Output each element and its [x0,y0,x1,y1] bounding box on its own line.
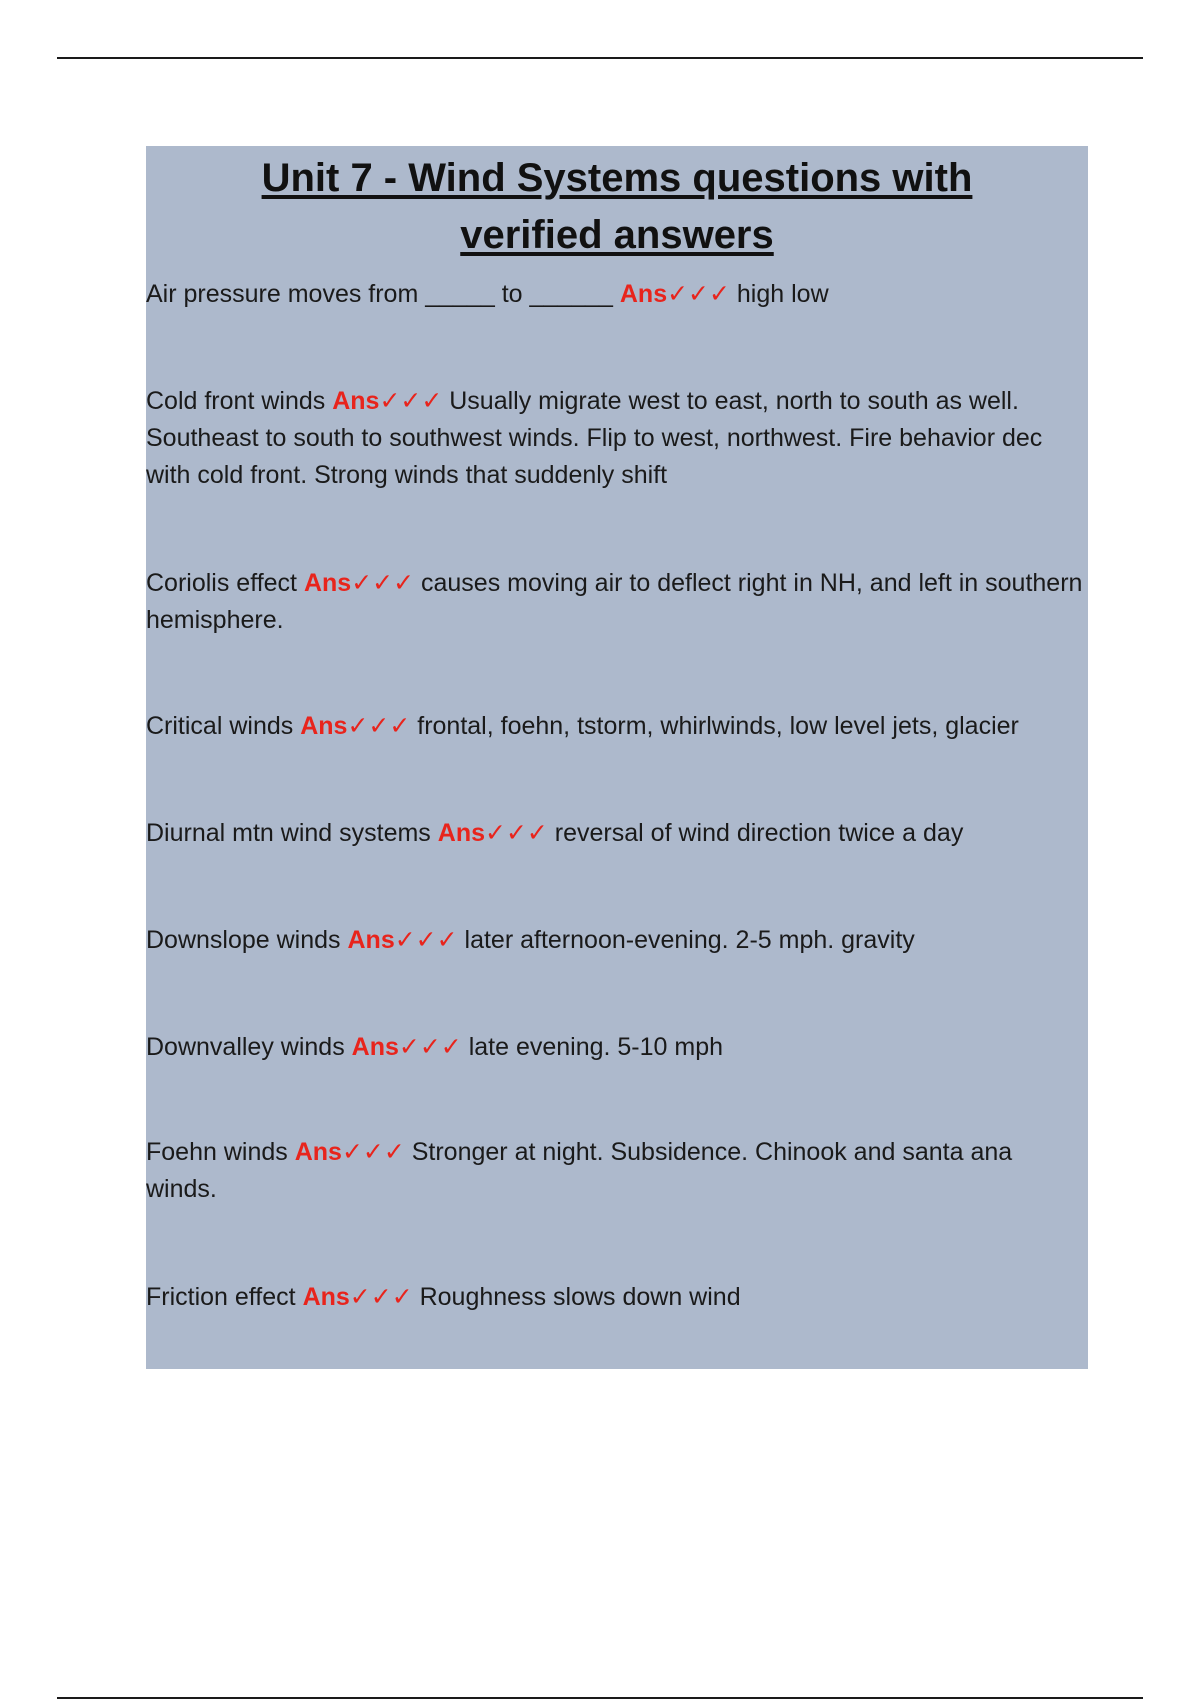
question-text: Air pressure moves from _____ to ______ [146,280,613,308]
answer-text: frontal, foehn, tstorm, whirlwinds, low level jets, glacier [417,712,1019,740]
check-mark-icon: ✓✓✓ [667,280,730,308]
check-mark-icon: ✓✓✓ [394,926,458,954]
check-mark-icon: ✓✓✓ [349,1283,413,1311]
check-mark-icon: ✓✓✓ [347,712,411,740]
qa-item [146,708,1088,745]
question-text: Downslope winds [146,926,341,954]
check-mark-icon: ✓✓✓ [379,387,443,415]
question-text: Critical winds [146,712,294,740]
answer-text: Stronger at night. Subsidence. Chinook and santa ana winds. [146,1138,1013,1203]
qa-item [146,276,1088,313]
check-mark-icon: ✓✓✓ [485,819,548,847]
ans-label: Ans [302,1283,350,1311]
ans-label: Ans [303,569,352,597]
question-text: Friction effect [146,1283,296,1311]
qa-item [146,565,1088,639]
page-title: Unit 7 - Wind Systems questions with verified answers [261,156,973,257]
qa-item [146,1029,1088,1066]
answer-text: Roughness slows down wind [419,1283,741,1311]
check-mark-icon: ✓✓✓ [341,1138,405,1166]
ans-label: Ans [347,926,395,954]
question-text: Cold front winds [146,387,326,415]
qa-item [146,1134,1088,1208]
answer-text: Usually migrate west to east, north to south as well. Southeast to south to southwest winds. Flip to west, northwest. Fire behavior dec with cold front. Strong winds that suddenly shift [146,387,1043,489]
answer-text: high low [736,280,829,308]
qa-item [146,922,1088,959]
ans-label: Ans [351,1033,399,1061]
question-text: Downvalley winds [146,1033,345,1061]
qa-item [146,1279,1088,1316]
answer-text: late evening. 5-10 mph [468,1033,724,1061]
question-panel [146,146,1088,1369]
question-text: Diurnal mtn wind systems [146,819,431,847]
ans-label: Ans [300,712,348,740]
ans-label: Ans [294,1138,342,1166]
check-mark-icon: ✓✓✓ [398,1033,462,1061]
ans-label: Ans [437,819,485,847]
top-rule [57,57,1143,59]
ans-label: Ans [619,280,668,308]
question-text: Foehn winds [146,1138,288,1166]
check-mark-icon: ✓✓✓ [351,569,415,597]
ans-label: Ans [332,387,380,415]
answer-text: reversal of wind direction twice a day [554,819,964,847]
qa-item [146,815,1088,852]
answer-text: causes moving air to deflect right in NH, and left in southern hemisphere. [146,569,1083,634]
qa-item [146,383,1088,494]
bottom-rule [57,1697,1143,1699]
answer-text: later afternoon-evening. 2-5 mph. gravity [464,926,915,954]
question-text: Coriolis effect [146,569,297,597]
